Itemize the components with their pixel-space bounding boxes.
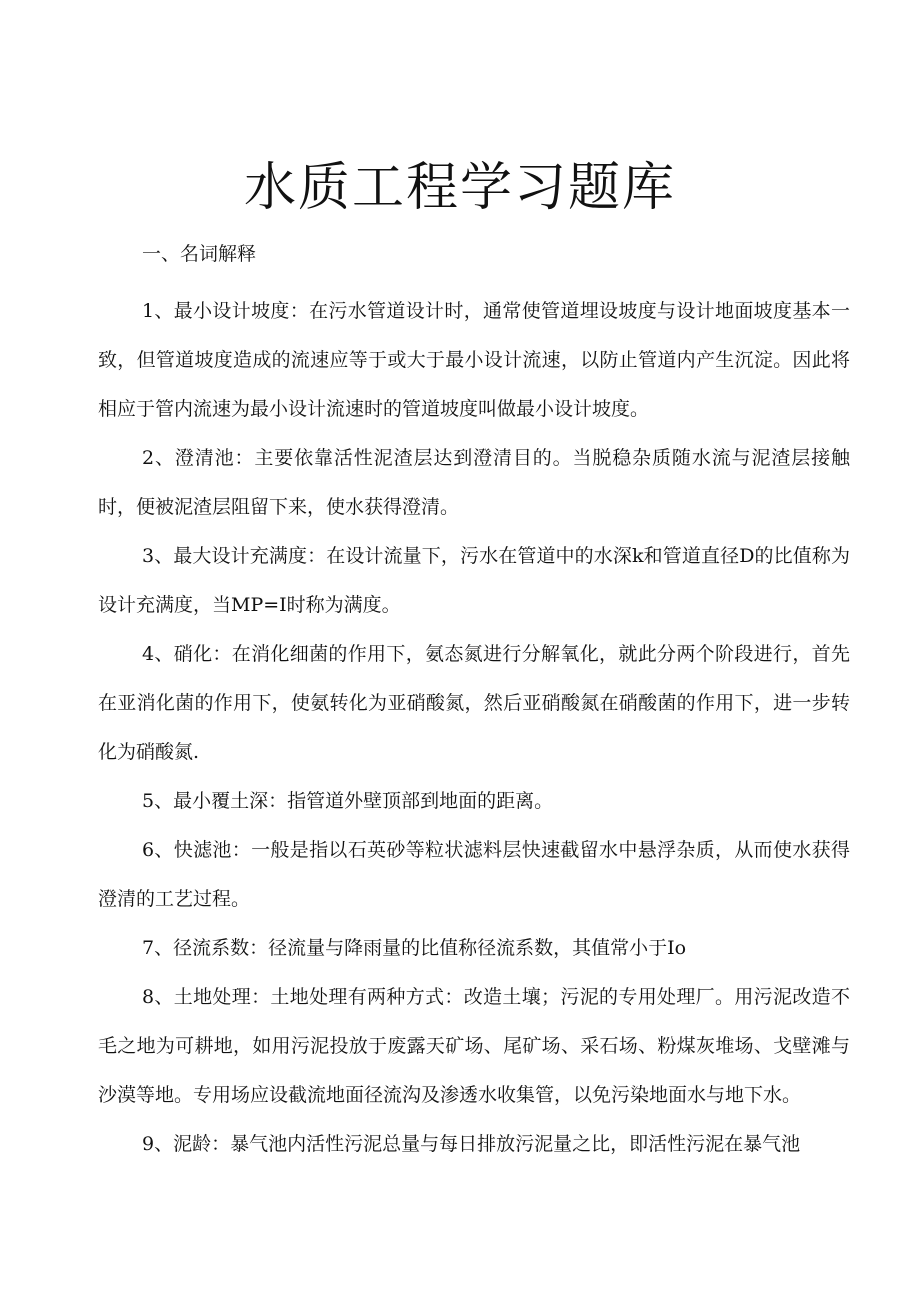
- definition-paragraph: 5、最小覆土深：指管道外壁顶部到地面的距离。: [142, 790, 554, 812]
- definition-paragraph: 6、快滤池：一般是指以石英砂等粒状滤料层快速截留水中悬浮杂质，从而使水获得澄清的工艺过程。: [98, 839, 850, 910]
- definition-paragraph: 2、澄清池：主要依靠活性泥渣层达到澄清目的。当脱稳杂质随水流与泥渣层接触时，便被泥渣层阻留下来，使水获得澄清。: [98, 447, 850, 518]
- definitions-list: [98, 287, 850, 1169]
- definition-paragraph: 1、最小设计坡度：在污水管道设计时，通常使管道埋设坡度与设计地面坡度基本一致，但管道坡度造成的流速应等于或大于最小设计流速，以防止管道内产生沉淀。因此将相应于管内流速为最小设计流速时的管道坡度叫做最小设计坡度。: [98, 300, 850, 420]
- page-title: 水质工程学习题库: [243, 157, 676, 218]
- definition-paragraph: 9、泥龄：暴气池内活性污泥总量与每日排放污泥量之比，即活性污泥在暴气池: [142, 1133, 801, 1155]
- section-heading: 一、名词解释: [142, 243, 257, 265]
- definition-paragraph: 8、土地处理：土地处理有两种方式：改造土壤；污泥的专用处理厂。用污泥改造不毛之地为可耕地，如用污泥投放于废露天矿场、尾矿场、采石场、粉煤灰堆场、戈壁滩与沙漠等地。专用场应设截流地面径流沟及渗透水收集管，以免污染地面水与地下水。: [98, 986, 850, 1106]
- definition-paragraph: 3、最大设计充满度：在设计流量下，污水在管道中的水深k和管道直径D的比值称为设计充满度，当MP=I时称为满度。: [98, 545, 850, 616]
- definition-paragraph: 7、径流系数：径流量与降雨量的比值称径流系数，其值常小于Io: [142, 937, 687, 959]
- definition-paragraph: 4、硝化：在消化细菌的作用下，氨态氮进行分解氧化，就此分两个阶段进行，首先在亚消化菌的作用下，使氨转化为亚硝酸氮，然后亚硝酸氮在硝酸菌的作用下，进一步转化为硝酸氮.: [98, 643, 850, 763]
